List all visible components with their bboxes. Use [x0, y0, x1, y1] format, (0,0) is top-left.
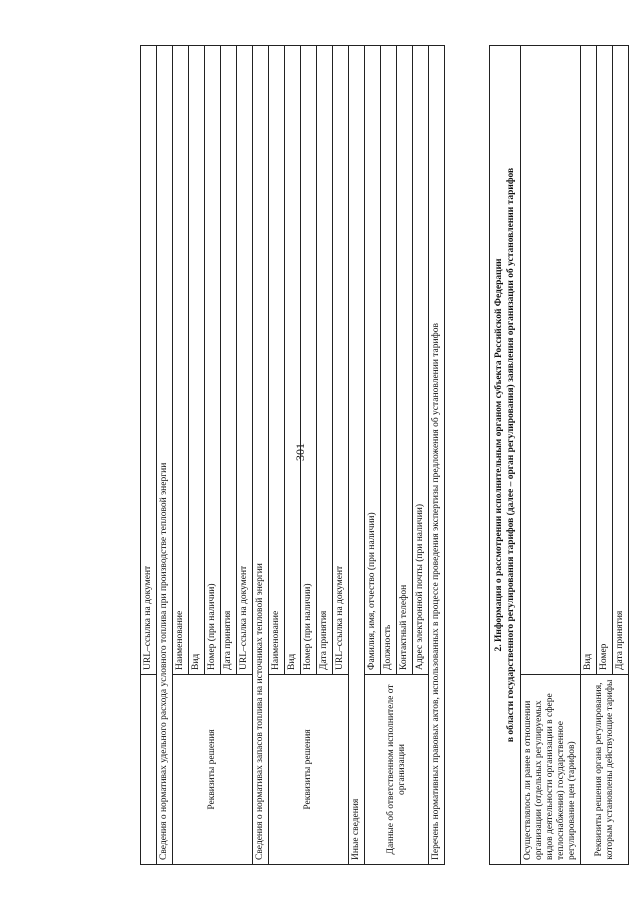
section-header-fuel-reserves: Сведения о нормативах запасов топлива на источниках тепловой энергии	[253, 46, 269, 865]
table-cell: Номер (при наличии)	[301, 46, 317, 675]
table-row	[429, 46, 445, 865]
prior-regulation-question: Осуществлялось ли ранее в отношении организации (отдельных регулируемых видов деятельности организации в сфере теплоснабжения) государственное регулирование цен (тарифов)	[521, 675, 581, 865]
table-cell: Наименование	[269, 46, 285, 675]
table-cell: Фамилия, имя, отчество (при наличии)	[365, 46, 381, 675]
table-row	[173, 46, 189, 865]
section-header-other-info: Иные сведения	[349, 46, 365, 865]
table-cell: URL–ссылка на документ	[141, 46, 157, 675]
table-cell: Вид	[189, 46, 205, 675]
table-cell-empty	[141, 675, 157, 865]
section-title	[490, 46, 521, 865]
table-cell-empty	[521, 46, 581, 675]
rotated-sheet	[140, 45, 640, 865]
table-cell: Дата принятия	[317, 46, 333, 675]
table-cell: Вид	[285, 46, 301, 675]
table-cell: Вид	[581, 46, 597, 675]
table-tariff-review	[489, 45, 629, 865]
section-header-fuel-consumption: Сведения о нормативах удельного расхода условного топлива при производстве тепловой энергии	[157, 46, 173, 865]
table-cell: Наименование	[173, 46, 189, 675]
table-row	[521, 46, 581, 865]
table-row	[581, 46, 597, 865]
table-cell: Дата принятия	[613, 46, 629, 675]
section-header-row	[349, 46, 365, 865]
regulations-list-row: Перечень нормативных правовых актов, использованных в процессе проведения экспертизы предложения об установлении тарифов	[429, 46, 445, 865]
table-normatives	[140, 45, 445, 865]
table-cell: Дата принятия	[221, 46, 237, 675]
table-row	[141, 46, 157, 865]
section-header-row	[253, 46, 269, 865]
table-cell: Должность	[381, 46, 397, 675]
table-cell: Номер (при наличии)	[205, 46, 221, 675]
table-cell: URL–ссылка на документ	[333, 46, 349, 675]
table-cell: URL–ссылка на документ	[237, 46, 253, 675]
decision-requisites-label: Реквизиты решения органа регулирования, которым установлены действующие тарифы	[581, 675, 629, 865]
page-number: 301	[293, 443, 307, 461]
section-title-line: в области государственного регулирования тарифов (далее – орган регулирования) заявления организации об установлении тарифов	[506, 167, 516, 743]
requisites-label: Реквизиты решения	[173, 675, 253, 865]
requisites-label: Реквизиты решения	[269, 675, 349, 865]
table-cell: Номер	[597, 46, 613, 675]
responsible-person-label: Данные об ответственном исполнителе от организации	[365, 675, 429, 865]
section-title-line: 2. Информация о рассмотрении исполнительным органом субъекта Российской Федерации	[494, 258, 504, 652]
section-header-row	[157, 46, 173, 865]
table-cell: Контактный телефон	[397, 46, 413, 675]
section-title-row	[490, 46, 521, 865]
table-cell: Адрес электронной почты (при наличии)	[413, 46, 429, 675]
table-row	[269, 46, 285, 865]
table-row	[365, 46, 381, 865]
